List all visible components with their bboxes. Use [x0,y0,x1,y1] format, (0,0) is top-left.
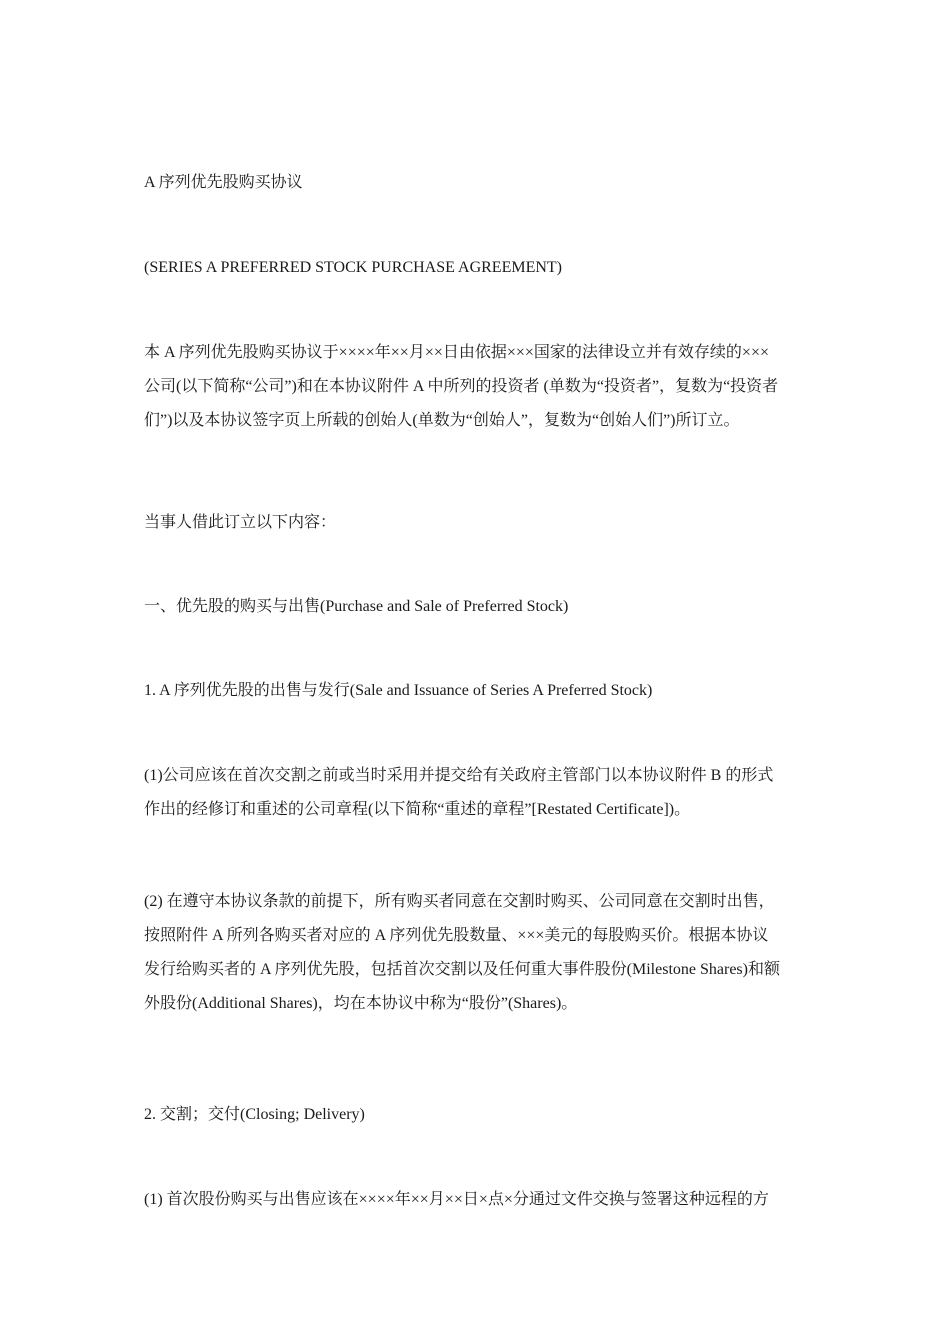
document-title [144,166,808,200]
clause-1-2-paragraph [144,885,808,1021]
paragraph-line: 作出的经修订和重述的公司章程(以下简称“重述的章程”[Restated Certificate])。 [144,801,691,818]
paragraph-line: 外股份(Additional Shares)，均在本协议中称为“股份”(Shares)。 [144,995,578,1012]
paragraph-line: (1)公司应该在首次交割之前或当时采用并提交给有关政府主管部门以本协议附件 B 的形式 [144,767,774,784]
paragraph-line: 当事人借此订立以下内容： [144,514,337,531]
intro-paragraph [144,336,808,438]
heading-line: 1. A 序列优先股的出售与发行(Sale and Issuance of Series A Preferred Stock) [144,682,653,699]
clause-2-heading [144,1098,808,1132]
paragraph-line: 们”)以及本协议签字页上所载的创始人(单数为“创始人”，复数为“创始人们”)所订立。 [144,412,740,429]
paragraph-line: 公司(以下简称“公司”)和在本协议附件 A 中所列的投资者 (单数为“投资者”，复数为“投资者 [144,378,779,395]
document-title-english [144,251,808,285]
clause-1-heading [144,674,808,708]
recital-paragraph [144,506,808,540]
clause-1-1-paragraph [144,759,808,827]
clause-2-1-paragraph [144,1183,808,1217]
heading-line: 2. 交割；交付(Closing; Delivery) [144,1106,365,1123]
title-en-line: (SERIES A PREFERRED STOCK PURCHASE AGREEMENT) [144,259,562,276]
section-1-heading [144,590,808,624]
paragraph-line: (1) 首次股份购买与出售应该在××××年××月××日×点×分通过文件交换与签署这种远程的方 [144,1191,769,1208]
paragraph-line: 本 A 序列优先股购买协议于××××年××月××日由依据×××国家的法律设立并有效存续的××× [144,344,770,361]
title-line: A 序列优先股购买协议 [144,174,303,191]
paragraph-line: 按照附件 A 所列各购买者对应的 A 序列优先股数量、×××美元的每股购买价。根据本协议 [144,927,769,944]
paragraph-line: (2) 在遵守本协议条款的前提下，所有购买者同意在交割时购买、公司同意在交割时出售， [144,893,775,910]
paragraph-line: 发行给购买者的 A 序列优先股，包括首次交割以及任何重大事件股份(Milestone Shares)和额 [144,961,780,978]
heading-line: 一、优先股的购买与出售(Purchase and Sale of Preferred Stock) [144,598,569,615]
